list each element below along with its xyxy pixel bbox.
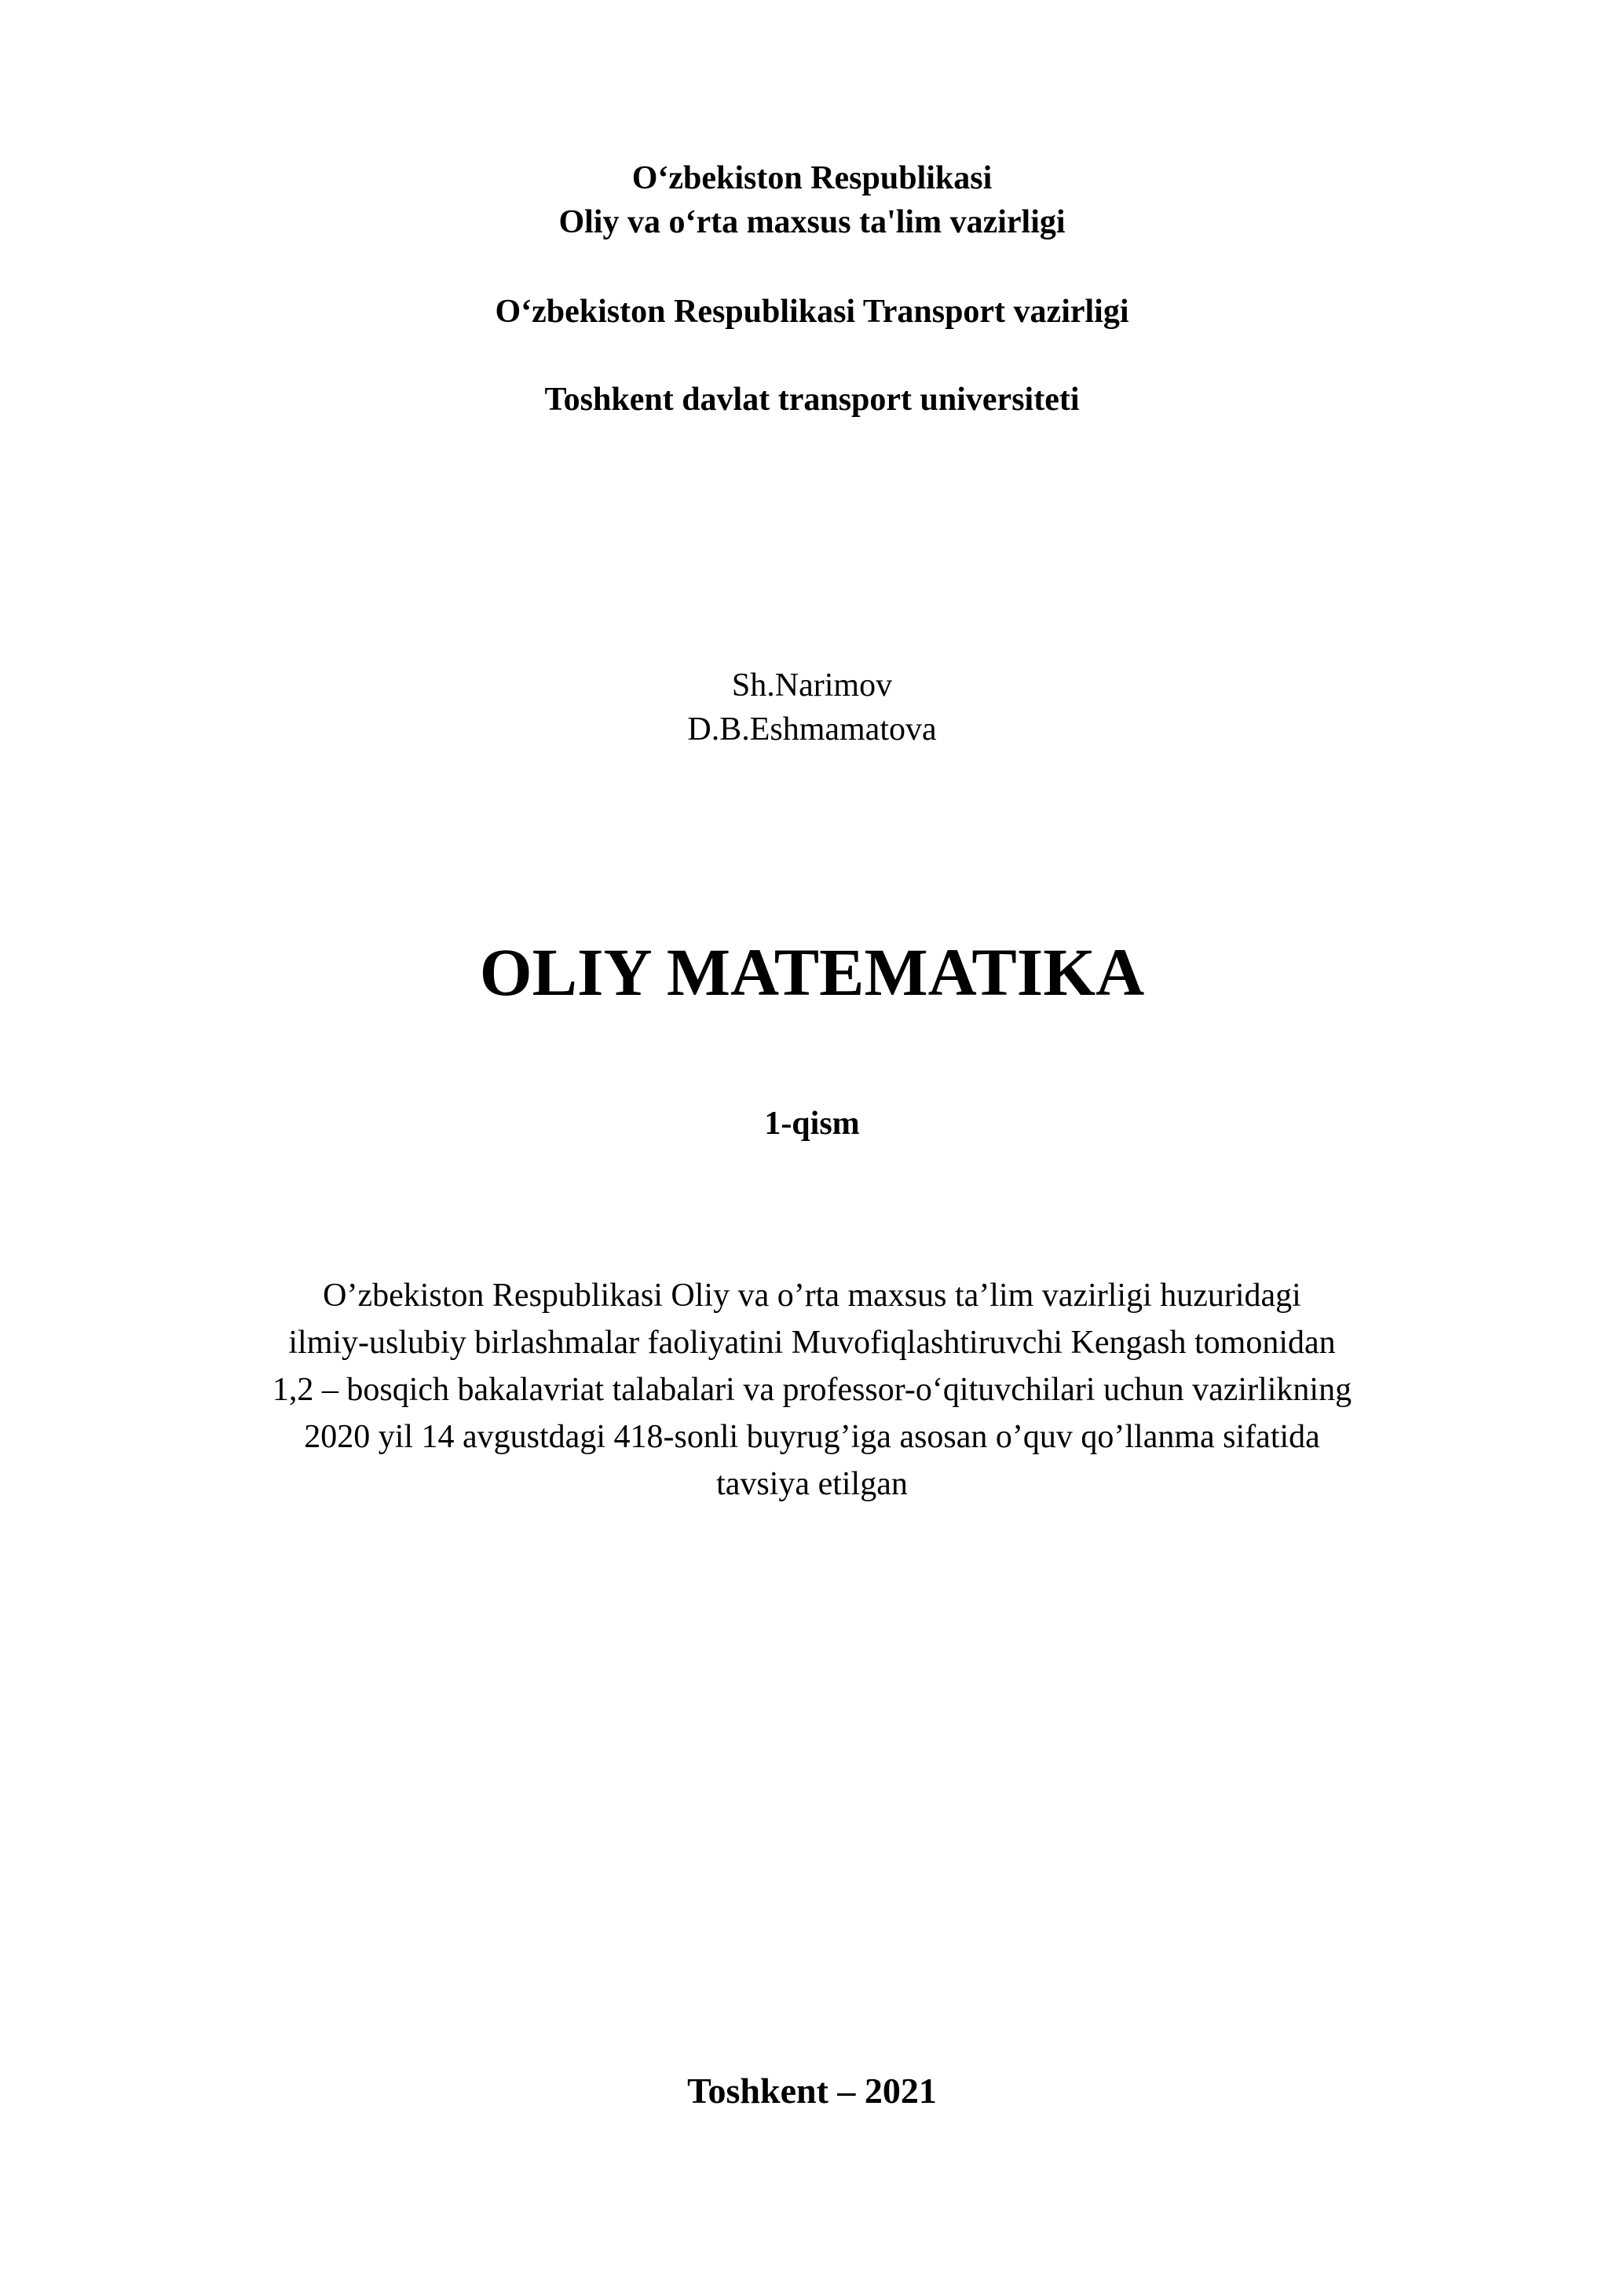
book-title: OLIY MATEMATIKA — [479, 934, 1145, 1010]
author-name: Sh.Narimov — [731, 667, 893, 704]
author-name: D.B.Eshmamatova — [687, 711, 937, 748]
approval-line: 2020 yil 14 avgustdagi 418-sonli buyrug’iga asosan o’quv qo’llanma sifatida — [304, 1419, 1320, 1455]
country-name: O‘zbekiston Respublikasi — [631, 160, 993, 196]
part-number: 1-qism — [764, 1106, 860, 1142]
approval-line: O’zbekiston Respublikasi Oliy va o’rta maxsus ta’lim vazirligi huzuridagi — [323, 1278, 1301, 1314]
approval-line: ilmiy-uslubiy birlashmalar faoliyatini Muvofiqlashtiruvchi Kengash tomonidan — [288, 1325, 1336, 1361]
place-and-year: Toshkent – 2021 — [687, 2071, 937, 2111]
ministry-of-transport: O‘zbekiston Respublikasi Transport vazirligi — [495, 294, 1129, 330]
approval-line: 1,2 – bosqich bakalavriat talabalari va professor-o‘qituvchilari uchun vazirlikning — [272, 1372, 1352, 1408]
ministry-of-education: Oliy va o‘rta maxsus ta'lim vazirligi — [558, 204, 1066, 240]
university-name: Toshkent davlat transport universiteti — [544, 382, 1080, 418]
approval-line: tavsiya etilgan — [716, 1466, 908, 1502]
